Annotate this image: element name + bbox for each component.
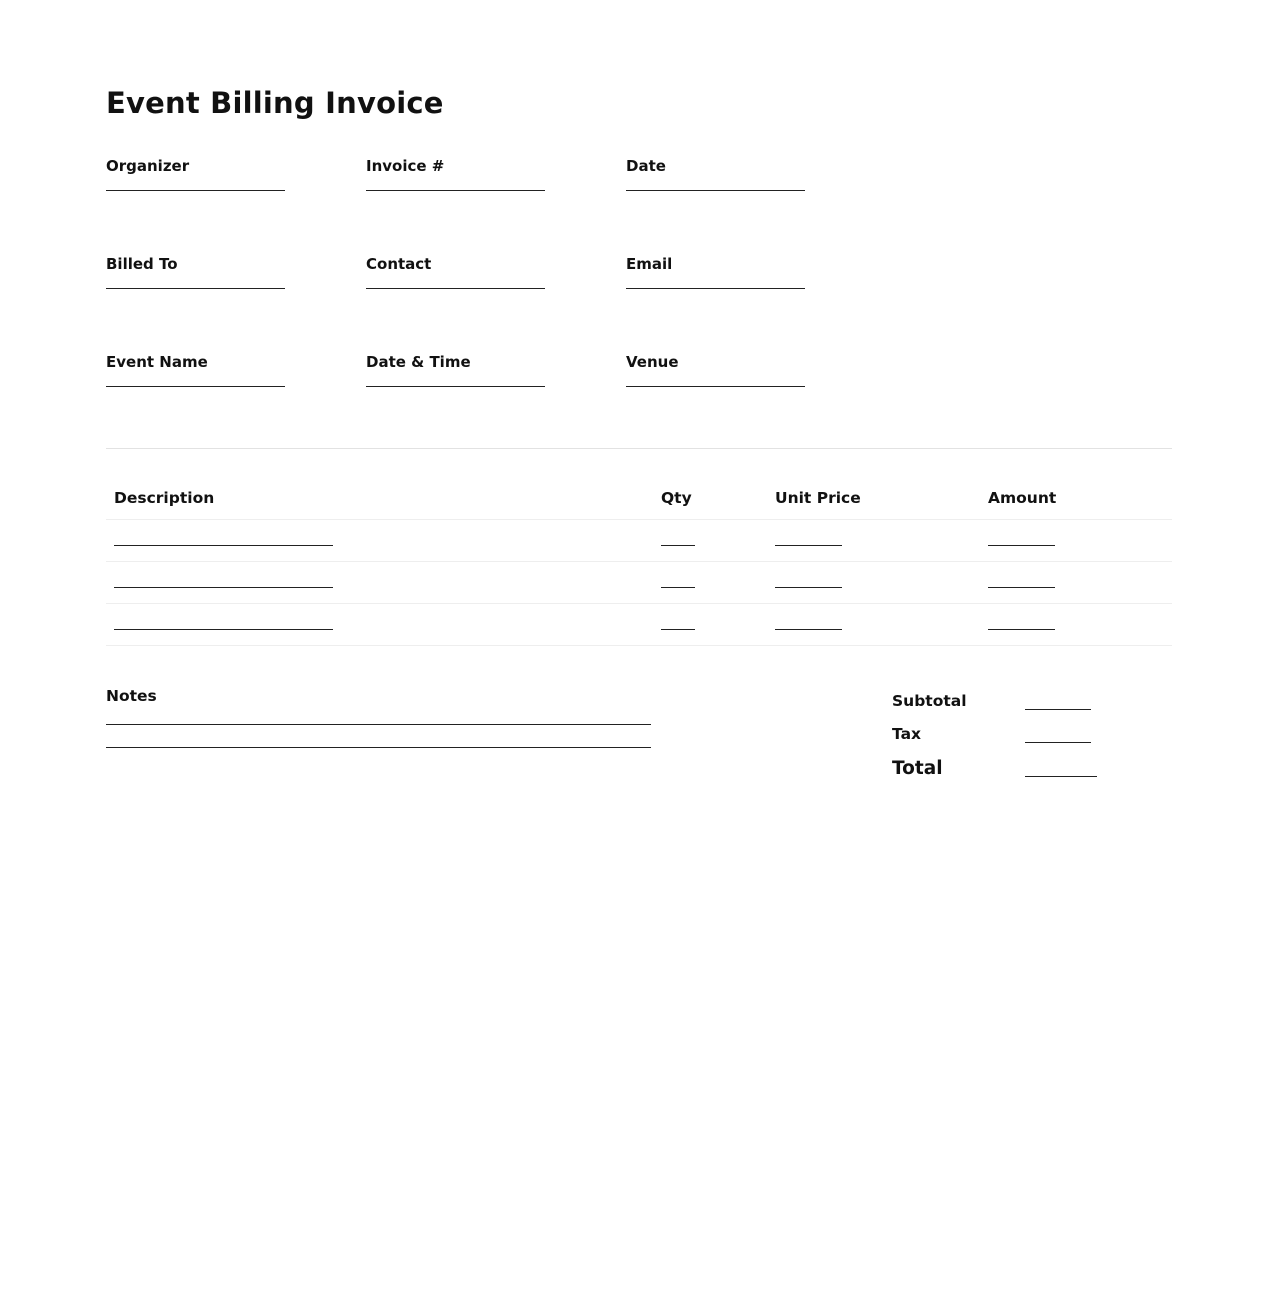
total-blank-line[interactable] [1025, 776, 1097, 777]
qty-blank-line[interactable] [661, 629, 695, 630]
email-label: Email [626, 255, 673, 273]
header-qty: Qty [661, 489, 692, 507]
event-name-blank-line[interactable] [106, 386, 285, 387]
date-blank-line[interactable] [626, 190, 805, 191]
unit-price-blank-line[interactable] [775, 587, 842, 588]
billed-to-label: Billed To [106, 255, 178, 273]
description-blank-line[interactable] [114, 629, 333, 630]
total-label: Total [892, 758, 943, 779]
date-time-field [366, 352, 546, 387]
description-blank-line[interactable] [114, 587, 333, 588]
amount-blank-line[interactable] [988, 629, 1055, 630]
invoice-title: Event Billing Invoice [106, 86, 444, 120]
notes-section [106, 686, 651, 748]
date-field [626, 156, 806, 191]
venue-blank-line[interactable] [626, 386, 805, 387]
contact-label: Contact [366, 255, 432, 273]
amount-blank-line[interactable] [988, 545, 1055, 546]
unit-price-blank-line[interactable] [775, 545, 842, 546]
event-name-field [106, 352, 286, 387]
venue-label: Venue [626, 353, 679, 371]
line-items-table [106, 478, 1172, 646]
contact-field [366, 254, 546, 289]
notes-blank-line[interactable] [106, 724, 651, 725]
unit-price-blank-line[interactable] [775, 629, 842, 630]
email-field [626, 254, 806, 289]
invoice-number-field [366, 156, 546, 191]
tax-row [892, 725, 1112, 749]
description-blank-line[interactable] [114, 545, 333, 546]
qty-blank-line[interactable] [661, 545, 695, 546]
organizer-label: Organizer [106, 157, 190, 175]
subtotal-blank-line[interactable] [1025, 709, 1091, 710]
subtotal-label: Subtotal [892, 692, 967, 710]
header-amount: Amount [988, 489, 1057, 507]
date-time-label: Date & Time [366, 353, 471, 371]
header-description: Description [114, 489, 215, 507]
billed-to-blank-line[interactable] [106, 288, 285, 289]
date-time-blank-line[interactable] [366, 386, 545, 387]
table-row [106, 604, 1172, 646]
header-unit-price: Unit Price [775, 489, 861, 507]
organizer-blank-line[interactable] [106, 190, 285, 191]
invoice-number-label: Invoice # [366, 157, 445, 175]
venue-field [626, 352, 806, 387]
event-name-label: Event Name [106, 353, 208, 371]
tax-blank-line[interactable] [1025, 742, 1091, 743]
qty-blank-line[interactable] [661, 587, 695, 588]
total-row [892, 758, 1112, 782]
organizer-field [106, 156, 286, 191]
tax-label: Tax [892, 725, 922, 743]
table-row [106, 520, 1172, 562]
section-divider [106, 448, 1172, 449]
billed-to-field [106, 254, 286, 289]
contact-blank-line[interactable] [366, 288, 545, 289]
table-row [106, 562, 1172, 604]
subtotal-row [892, 692, 1112, 716]
notes-label: Notes [106, 687, 157, 705]
table-header-row [106, 478, 1172, 520]
invoice-number-blank-line[interactable] [366, 190, 545, 191]
date-label: Date [626, 157, 666, 175]
email-blank-line[interactable] [626, 288, 805, 289]
notes-blank-line[interactable] [106, 747, 651, 748]
amount-blank-line[interactable] [988, 587, 1055, 588]
